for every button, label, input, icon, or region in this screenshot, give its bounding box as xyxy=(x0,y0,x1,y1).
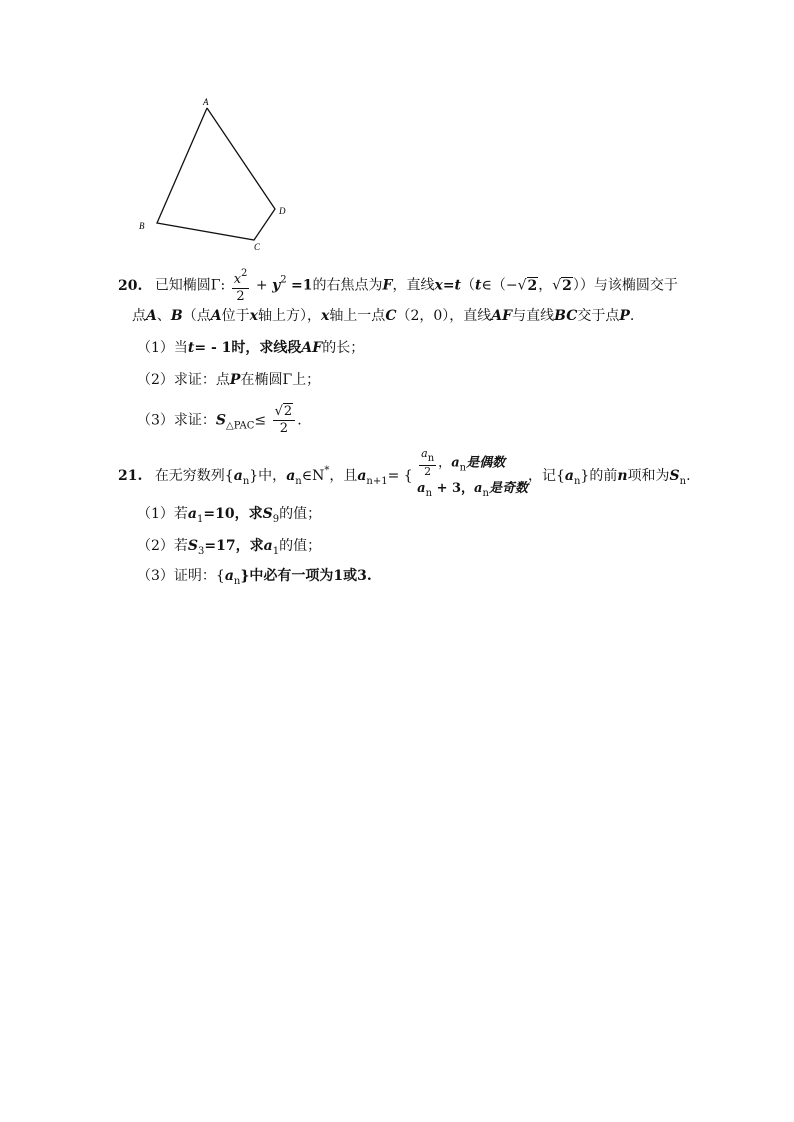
q21-text: 是奇数 xyxy=(488,480,528,496)
q21-text: }的前 xyxy=(580,467,618,484)
q21-part-1 xyxy=(137,504,321,530)
var-a: a xyxy=(187,506,197,522)
var-a: a xyxy=(233,467,243,484)
q20-text: 轴上方）， xyxy=(257,308,321,324)
var-af: AF xyxy=(491,308,513,324)
q20-text: 的长； xyxy=(322,340,365,356)
sqrt-radicand: 2 xyxy=(562,277,572,294)
var-a: a xyxy=(564,467,574,484)
var-c: C xyxy=(385,308,397,324)
q20-fraction-x2-over-2 xyxy=(232,266,250,305)
var-a: a xyxy=(224,568,234,584)
sqrt-radicand: 2 xyxy=(283,404,293,419)
var-af: AF xyxy=(301,340,323,356)
quadrilateral-outline xyxy=(157,108,275,240)
quadrilateral-figure xyxy=(130,92,300,257)
q20-text: ））与该椭圆交于 xyxy=(572,277,678,294)
subscript: n xyxy=(482,487,489,499)
q20-part-2 xyxy=(137,370,320,390)
vertex-label-d: D xyxy=(279,206,286,216)
q21-text: （1）若 xyxy=(137,506,188,522)
q20-number: 20. xyxy=(118,277,143,294)
q21-text: 的值； xyxy=(279,506,322,522)
sqrt-radicand: 2 xyxy=(527,277,538,294)
q21-text: }中， xyxy=(249,467,287,484)
piecewise-row-even xyxy=(417,448,528,479)
var-s: S xyxy=(262,506,273,522)
subscript: △PAC xyxy=(226,420,255,432)
den: 2 xyxy=(424,465,432,478)
vertex-label-b: B xyxy=(139,221,145,231)
var-a: a xyxy=(421,447,428,460)
var-t: t xyxy=(187,340,195,356)
subscript: n xyxy=(295,475,302,487)
var-p: P xyxy=(619,308,630,324)
q20-text: （2）求证：点 xyxy=(137,372,230,388)
subscript: n xyxy=(573,475,581,487)
q20-text: ∈（− xyxy=(481,277,518,294)
var-x: x xyxy=(233,272,242,287)
var-n: n xyxy=(617,467,628,484)
var-s: S xyxy=(669,467,680,484)
q20-text: 点 xyxy=(132,308,146,324)
q21-text: =10，求 xyxy=(203,506,263,522)
q21-text: 的值； xyxy=(279,538,322,554)
q20-text: ，直线 xyxy=(392,277,435,294)
var-x: x xyxy=(249,308,258,324)
var-a: a xyxy=(417,480,426,496)
q20-text: 已知椭圆Γ: xyxy=(154,277,226,294)
den: 2 xyxy=(236,289,245,304)
var-a: a xyxy=(357,467,367,484)
var-a: A xyxy=(210,308,222,324)
var-s: S xyxy=(187,538,199,554)
var-a: a xyxy=(286,467,296,484)
eq: =1 xyxy=(291,277,313,294)
q21-text: = { xyxy=(387,467,413,484)
q21-text: 是偶数 xyxy=(466,455,506,471)
var-xt: x=t xyxy=(434,277,462,294)
q21-text: 在无穷数列{ xyxy=(154,467,234,484)
subscript: 1 xyxy=(197,514,204,525)
den: 2 xyxy=(279,421,289,436)
subscript: n xyxy=(459,462,467,474)
superscript: * xyxy=(324,464,330,476)
q21-text: 项和为 xyxy=(627,467,670,484)
q20-text: （ xyxy=(461,277,476,294)
vertex-label-c: C xyxy=(254,242,261,252)
comma: ， xyxy=(538,277,553,294)
var-bc: BC xyxy=(554,308,578,324)
var-a: a xyxy=(474,480,483,496)
q21-text: ，记{ xyxy=(527,467,565,484)
subscript: n xyxy=(427,453,435,464)
var-a: A xyxy=(146,308,157,324)
plus: + xyxy=(255,277,268,294)
subscript: n+1 xyxy=(366,475,388,487)
q21-text: （3）证明：{ xyxy=(137,568,225,584)
var-s: S xyxy=(215,412,227,429)
var-y: y xyxy=(272,277,281,294)
subscript: n xyxy=(233,576,241,587)
q21-text: }中必有一项为1或3. xyxy=(240,568,372,584)
q20-text: 与直线 xyxy=(512,308,555,324)
var-x: x xyxy=(320,308,330,324)
subscript: 9 xyxy=(272,514,280,525)
q21-text: . xyxy=(686,467,691,484)
q20-text: . xyxy=(297,412,302,429)
subscript: n xyxy=(679,475,687,487)
q21-text: ，且 xyxy=(329,467,358,484)
q21-text: + 3， xyxy=(432,480,475,496)
q21-part-2 xyxy=(137,536,321,562)
q20-line-1: 20. 已知椭圆Γ: $\frac{x^2}{2}$ + $y^2 =1$的右焦点为F，直线x=t（t∈（−√2，√2））与该椭圆交于 xyxy=(118,268,678,304)
q20-text: 在椭圆Γ上； xyxy=(240,372,321,388)
q21-part-3 xyxy=(137,566,372,592)
q20-text: 位于 xyxy=(221,308,250,324)
q20-text: 交于点 xyxy=(577,308,620,324)
q20-text: （点 xyxy=(182,308,211,324)
var-f: F xyxy=(382,277,393,294)
piecewise-definition xyxy=(417,448,528,504)
q21-line-1 xyxy=(118,448,691,504)
subscript: 3 xyxy=(198,546,205,557)
q21-text: ∈N xyxy=(301,467,325,484)
q21-number: 21. xyxy=(118,467,143,484)
q20-text: 、 xyxy=(156,308,171,324)
q20-text: 轴上一点 xyxy=(329,308,386,324)
q20-fraction-sqrt2-over-2: $\frac{√2}{2}$ xyxy=(273,404,296,437)
le: ≤ xyxy=(254,412,267,429)
var-a: a xyxy=(451,455,460,471)
q20-text: （2，0），直线 xyxy=(396,308,492,324)
subscript: 1 xyxy=(272,546,280,557)
q20-text: = - 1时，求线段 xyxy=(194,340,302,356)
q20-part-3 xyxy=(137,404,302,437)
subscript: n xyxy=(242,475,250,487)
q20-line-2 xyxy=(132,306,634,326)
subscript: n xyxy=(425,487,433,499)
var-a: a xyxy=(263,538,273,554)
q20-part-1 xyxy=(137,338,364,358)
q20-text: 的右焦点为 xyxy=(312,277,383,294)
q21-text: （2）若 xyxy=(137,538,188,554)
exp: 2 xyxy=(241,268,248,279)
var-b: B xyxy=(170,308,183,324)
q20-text: . xyxy=(629,308,635,324)
q20-text: （3）求证： xyxy=(137,412,216,429)
q21-text: =17，求 xyxy=(204,538,264,554)
var-p: P xyxy=(229,372,241,388)
piecewise-row-odd xyxy=(417,479,528,504)
vertex-label-a: A xyxy=(203,97,209,107)
q21-text: ， xyxy=(438,455,452,471)
var-t: t xyxy=(475,277,482,294)
exp: 2 xyxy=(280,274,287,286)
q20-text: （1）当 xyxy=(137,340,188,356)
